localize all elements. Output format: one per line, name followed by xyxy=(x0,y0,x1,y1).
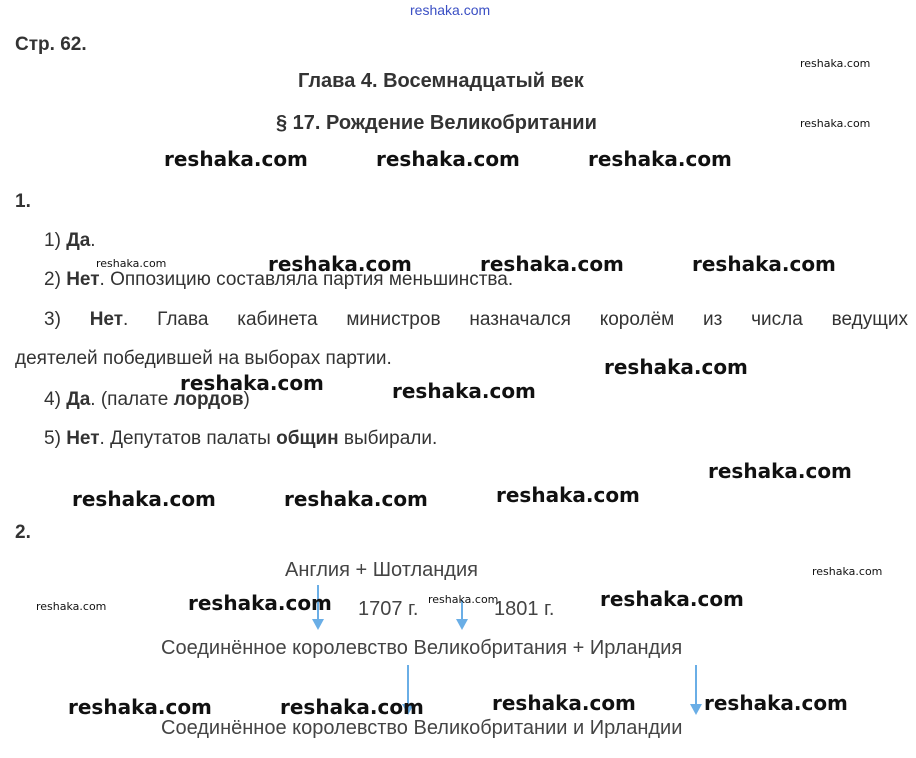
watermark-big: reshaka.com xyxy=(268,252,412,276)
section-title: § 17. Рождение Великобритании xyxy=(276,112,597,134)
watermark-small: reshaka.com xyxy=(800,117,871,130)
answer-4: 4) Да. (палате лордов) xyxy=(44,389,250,410)
answer-1: 1) Да. xyxy=(44,230,96,251)
watermark-big: reshaka.com xyxy=(604,355,748,379)
diagram-united-kingdom-gb-ireland: Соединённое королевство Великобритания + Ирландия xyxy=(161,637,683,659)
watermark-big: reshaka.com xyxy=(280,695,424,719)
watermark-small: reshaka.com xyxy=(800,57,871,70)
watermark-big: reshaka.com xyxy=(704,691,848,715)
answer-2: 2) Нет. Оппозицию составляла партия меньшинства. xyxy=(44,269,514,290)
watermark-big: reshaka.com xyxy=(708,459,852,483)
diagram-united-kingdom-of-gb-and-ireland: Соединённое королевство Великобритании и Ирландии xyxy=(161,717,683,739)
watermark-big: reshaka.com xyxy=(480,252,624,276)
watermark-big: reshaka.com xyxy=(392,379,536,403)
watermark-big: reshaka.com xyxy=(600,587,744,611)
diagram-england-scotland: Англия + Шотландия xyxy=(285,559,478,581)
watermark-big: reshaka.com xyxy=(376,147,520,171)
watermark-big: reshaka.com xyxy=(68,695,212,719)
watermark-big: reshaka.com xyxy=(180,371,324,395)
watermark-big: reshaka.com xyxy=(692,252,836,276)
watermark-big: reshaka.com xyxy=(188,591,332,615)
page-reference: Стр. 62. xyxy=(15,34,87,55)
watermark-big: reshaka.com xyxy=(496,483,640,507)
answer-3-continuation: деятелей победившей на выборах партии. xyxy=(15,348,392,369)
watermark-big: reshaka.com xyxy=(72,487,216,511)
diagram-year-1707: 1707 г. xyxy=(358,598,419,620)
watermark-big: reshaka.com xyxy=(492,691,636,715)
diagram-year-1801: 1801 г. xyxy=(494,598,555,620)
answer-3: 3) Нет. Глава кабинета министров назначался королём из числа ведущих xyxy=(44,309,908,330)
watermark-small: reshaka.com xyxy=(812,565,883,578)
watermark-small: reshaka.com xyxy=(36,600,107,613)
task-1-number: 1. xyxy=(15,191,31,212)
watermark-small: reshaka.com xyxy=(428,593,499,606)
arrow-ireland xyxy=(690,665,702,715)
answer-5: 5) Нет. Депутатов палаты общин выбирали. xyxy=(44,428,438,449)
task-2-number: 2. xyxy=(15,522,31,543)
watermark-big: reshaka.com xyxy=(588,147,732,171)
watermark-small: reshaka.com xyxy=(96,257,167,270)
watermark-top: reshaka.com xyxy=(410,2,491,18)
watermark-big: reshaka.com xyxy=(164,147,308,171)
watermark-big: reshaka.com xyxy=(284,487,428,511)
chapter-title: Глава 4. Восемнадцатый век xyxy=(298,70,584,92)
